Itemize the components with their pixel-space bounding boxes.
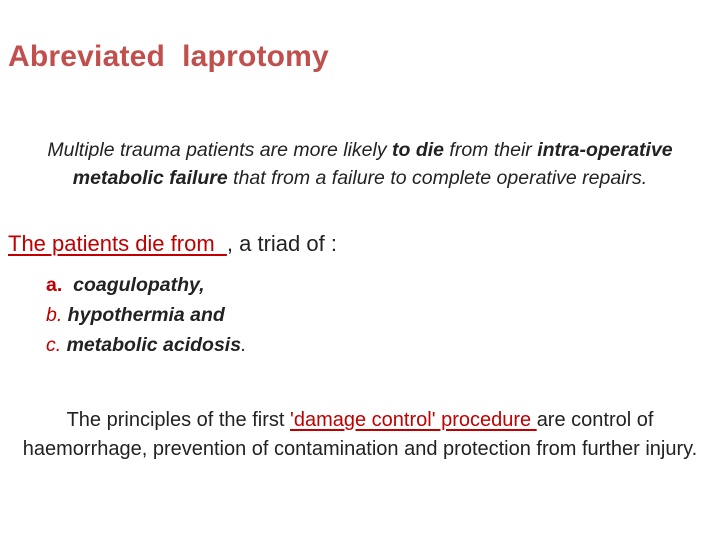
triad-lead-underlined: The patients die from: [8, 231, 227, 256]
triad-text: metabolic acidosis: [61, 334, 242, 356]
triad-lead-line: [8, 229, 337, 259]
intro-text-1: Multiple trauma patients are more likely: [47, 139, 392, 161]
triad-text: coagulopathy,: [62, 274, 205, 296]
intro-text-3: that from a failure to complete operative repairs: [227, 167, 642, 189]
closing-text-1: The principles of the first: [66, 409, 291, 431]
intro-emphasis-die: to die: [392, 139, 444, 161]
triad-lead-rest: , a triad of :: [226, 231, 337, 256]
damage-control-paragraph: [6, 406, 714, 464]
intro-paragraph: [8, 136, 712, 192]
triad-item-acidosis: [46, 330, 247, 360]
triad-item-hypothermia: [46, 300, 247, 330]
intro-period: .: [641, 167, 648, 189]
triad-letter: c.: [46, 334, 62, 356]
triad-letter: b.: [46, 304, 63, 326]
damage-control-term: 'damage control' procedure: [290, 409, 537, 431]
page-title: Abreviated laprotomy: [8, 40, 329, 73]
triad-list: [46, 270, 247, 360]
intro-text-2: from their: [444, 139, 538, 161]
triad-item-coagulopathy: [46, 270, 247, 300]
closing-text-2: are control of haemorrhage, prevention of contamination and protection from further injury.: [22, 409, 698, 460]
intro-emphasis-failure: intra-operative metabolic failure: [72, 139, 673, 189]
triad-letter: a.: [46, 274, 63, 296]
triad-end: .: [241, 334, 247, 356]
triad-text: hypothermia and: [62, 304, 225, 326]
